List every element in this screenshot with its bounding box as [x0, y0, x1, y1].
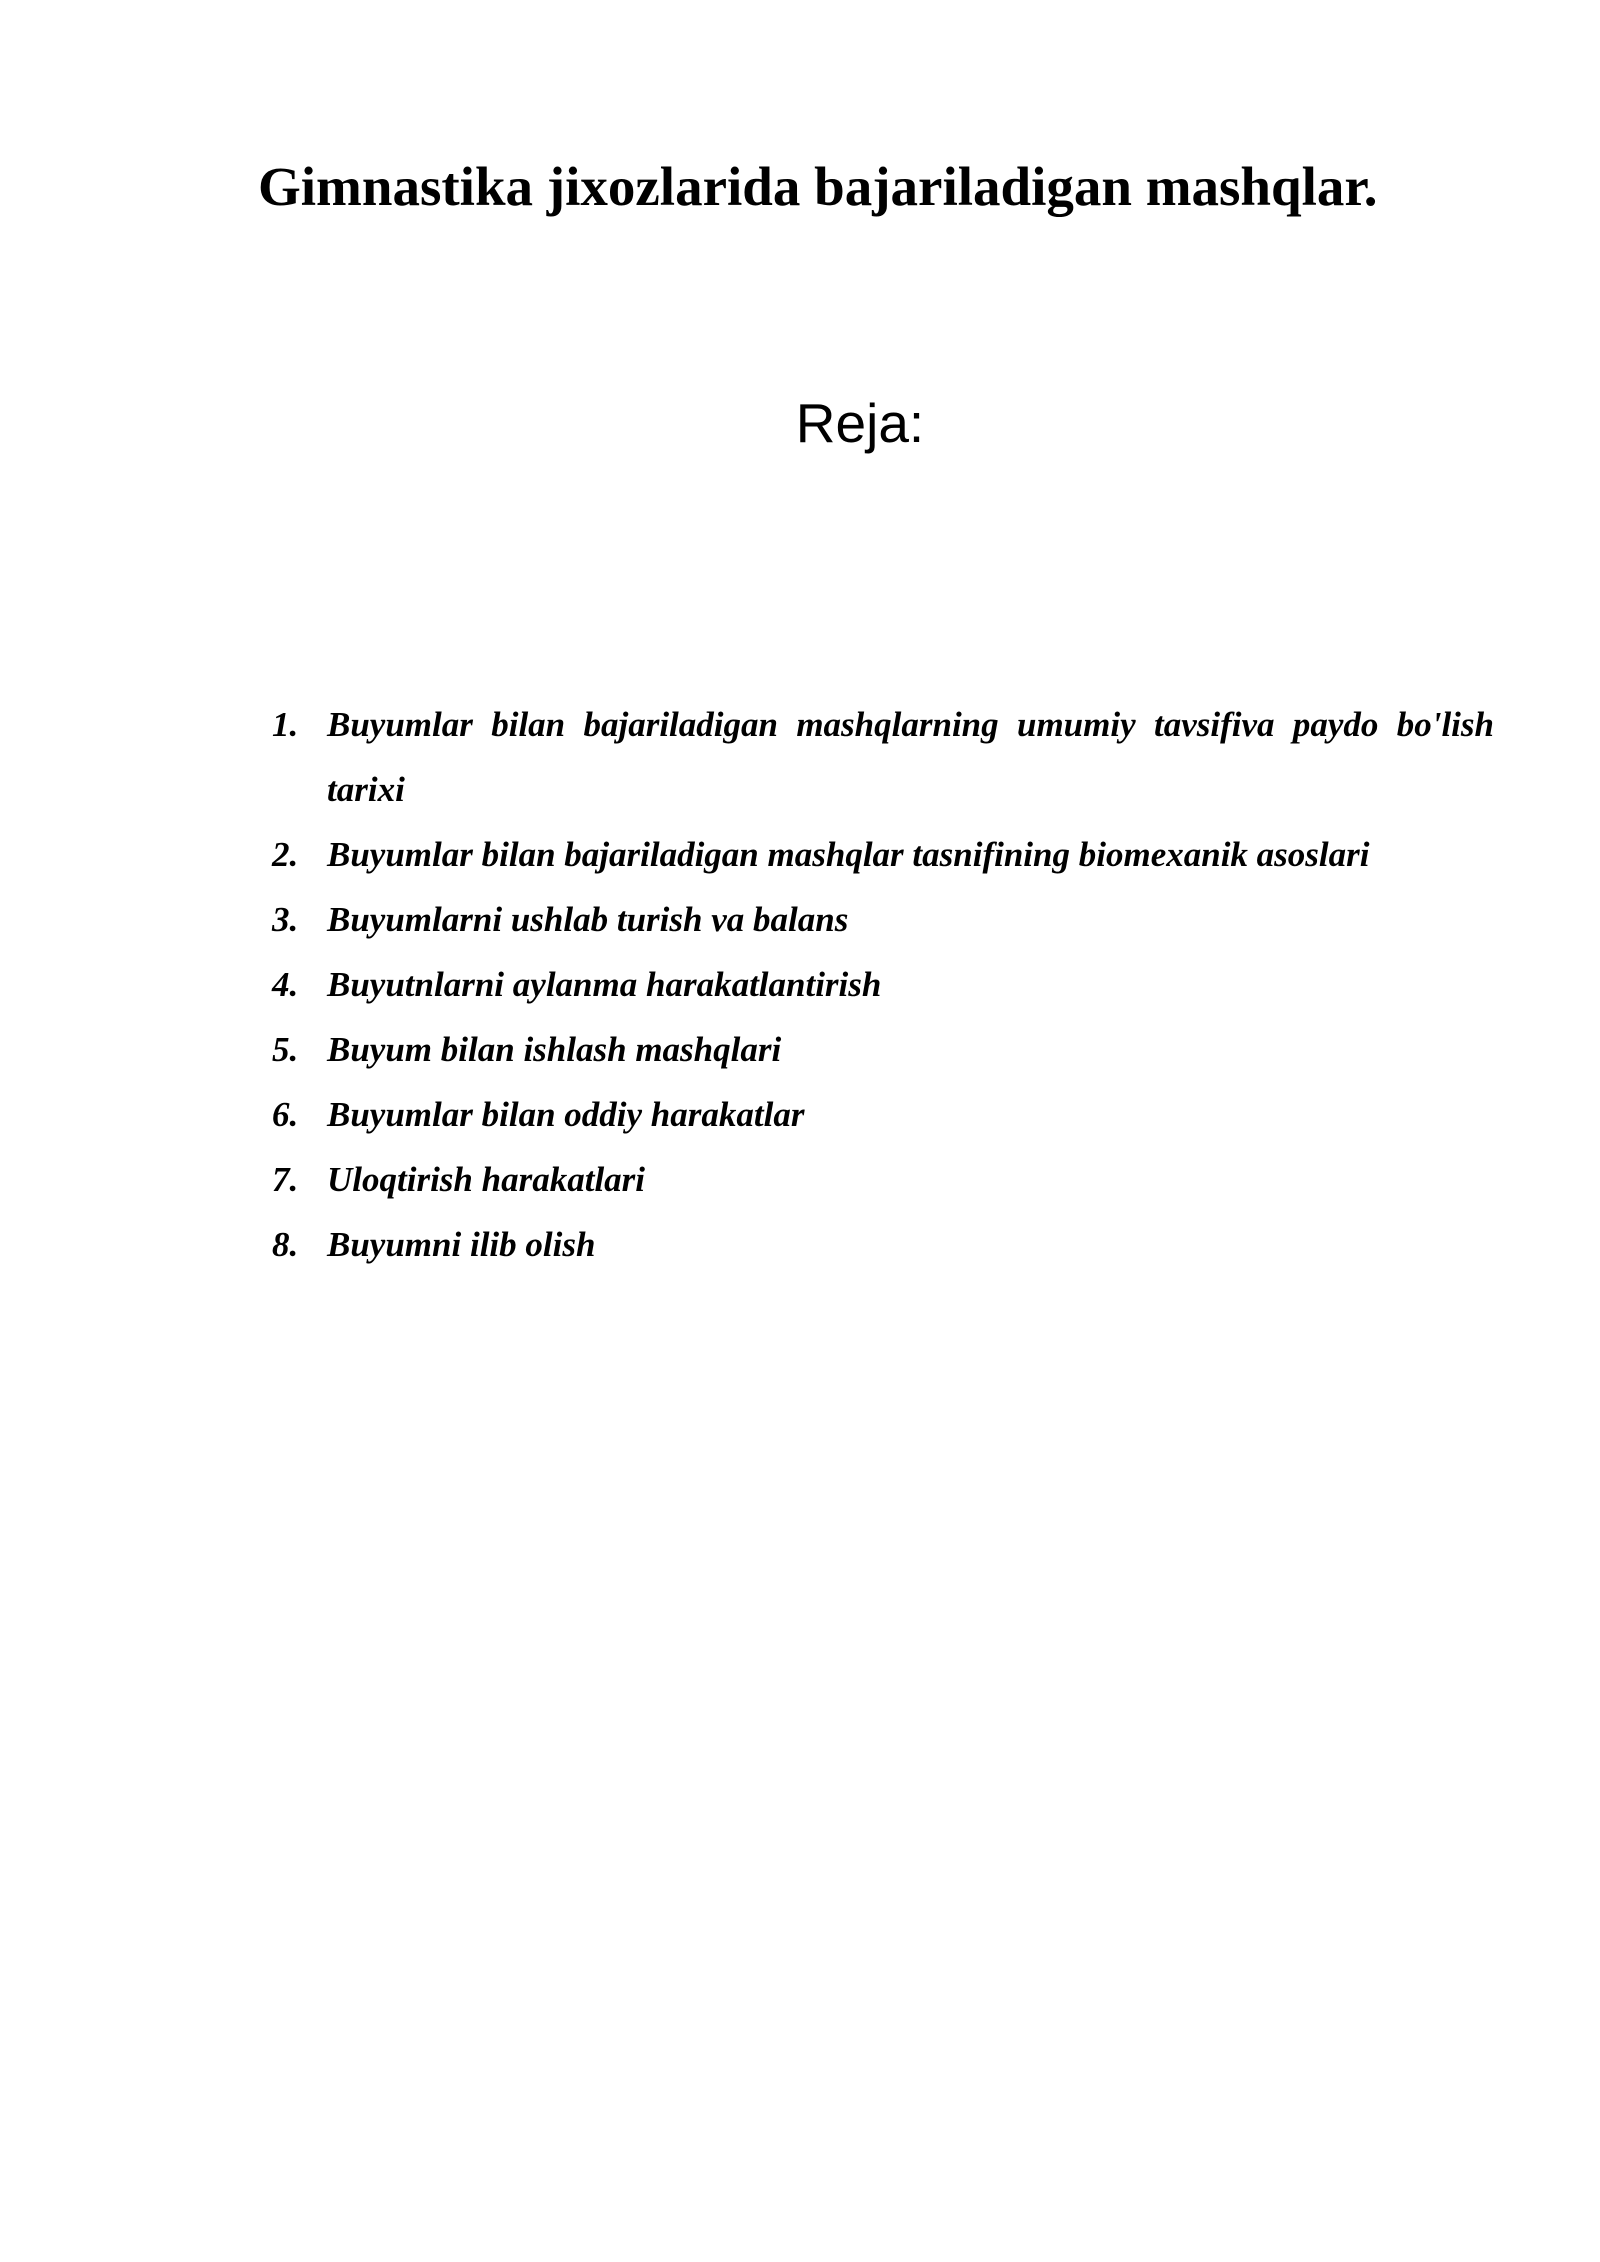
plan-item-number: 1.: [272, 705, 299, 744]
plan-item-text: Buyumlar bilan oddiy harakatlar: [327, 1095, 805, 1134]
plan-item-text: Buyum bilan ishlash mashqlari: [327, 1030, 782, 1069]
plan-heading: Reja:: [795, 392, 925, 454]
plan-item-text: Buyumlar bilan bajariladigan mashqlarning umumiy tavsifiva paydo bo'lish tarixi: [327, 705, 1494, 809]
plan-item-7: [272, 1147, 1494, 1212]
plan-item-2: [272, 822, 1494, 887]
plan-item-text: Buyutnlarni aylanma harakatlantirish: [327, 965, 882, 1004]
plan-item-8: [272, 1212, 1494, 1277]
plan-item-number: 5.: [272, 1030, 299, 1069]
plan-item-5: [272, 1017, 1494, 1082]
plan-item-text: Buyumlar bilan bajariladigan mashqlar tasnifining biomexanik asoslari: [327, 835, 1370, 874]
plan-item-number: 8.: [272, 1225, 299, 1264]
document-title: Gimnastika jixozlarida bajariladigan mashqlar.: [258, 156, 1378, 217]
plan-item-number: 2.: [272, 835, 299, 874]
plan-item-number: 3.: [272, 900, 299, 939]
plan-item-4: [272, 952, 1494, 1017]
plan-item-number: 7.: [272, 1160, 299, 1199]
plan-item-3: [272, 887, 1494, 952]
plan-item-text: Buyumni ilib olish: [327, 1225, 596, 1264]
plan-item-number: 4.: [272, 965, 299, 1004]
plan-item-number: 6.: [272, 1095, 299, 1134]
plan-list: [272, 692, 1494, 1277]
plan-item-6: [272, 1082, 1494, 1147]
plan-item-1: [272, 692, 1494, 822]
plan-item-text: Buyumlarni ushlab turish va balans: [327, 900, 849, 939]
plan-item-text: Uloqtirish harakatlari: [327, 1160, 646, 1199]
